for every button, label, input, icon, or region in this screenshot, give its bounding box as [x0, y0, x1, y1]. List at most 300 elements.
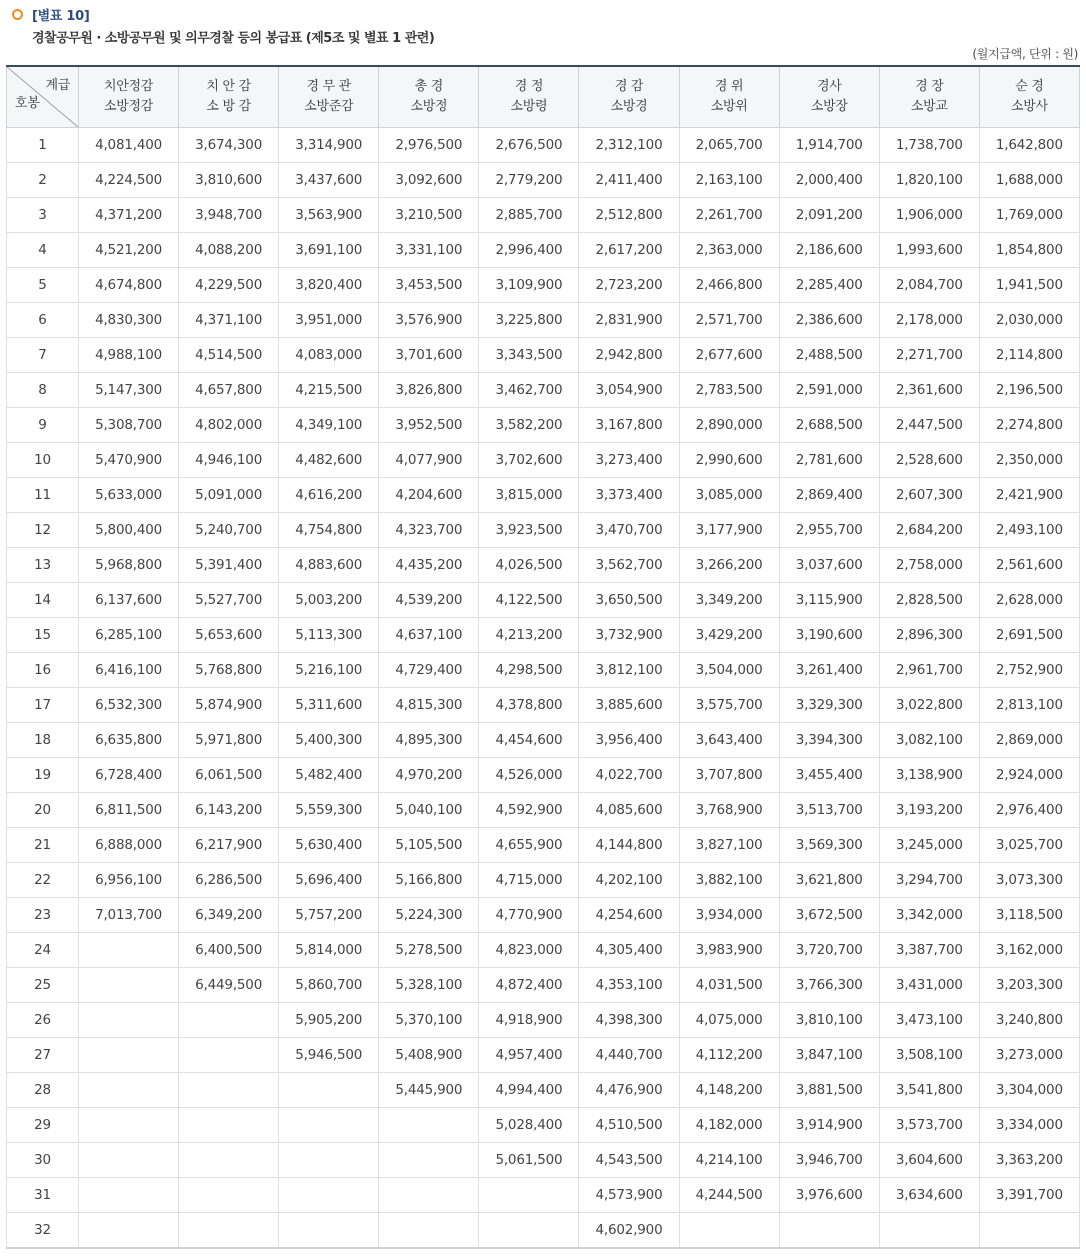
step-cell: 5 — [7, 268, 79, 303]
salary-cell: 3,343,500 — [479, 338, 579, 373]
salary-cell: 1,688,000 — [979, 163, 1079, 198]
table-row — [7, 1038, 1080, 1073]
step-cell: 18 — [7, 723, 79, 758]
table-row — [7, 128, 1080, 163]
salary-cell: 5,091,000 — [179, 478, 279, 513]
salary-cell: 3,541,800 — [879, 1073, 979, 1108]
salary-cell: 5,003,200 — [279, 583, 379, 618]
salary-cell: 6,449,500 — [179, 968, 279, 1003]
salary-cell: 2,783,500 — [679, 373, 779, 408]
salary-cell: 2,163,100 — [679, 163, 779, 198]
column-header — [979, 66, 1079, 128]
salary-cell — [479, 1178, 579, 1213]
salary-cell: 3,455,400 — [779, 758, 879, 793]
salary-cell: 5,482,400 — [279, 758, 379, 793]
salary-cell: 3,691,100 — [279, 233, 379, 268]
salary-cell: 5,391,400 — [179, 548, 279, 583]
salary-cell: 3,115,900 — [779, 583, 879, 618]
column-header — [79, 66, 179, 128]
salary-cell: 3,073,300 — [979, 863, 1079, 898]
fire-rank-label: 소방준감 — [304, 99, 354, 114]
salary-cell: 4,371,100 — [179, 303, 279, 338]
salary-cell: 2,976,500 — [379, 128, 479, 163]
step-cell: 32 — [7, 1213, 79, 1249]
salary-cell: 3,976,600 — [779, 1178, 879, 1213]
salary-cell: 4,988,100 — [79, 338, 179, 373]
salary-cell: 4,112,200 — [679, 1038, 779, 1073]
salary-cell — [79, 933, 179, 968]
salary-cell: 4,657,800 — [179, 373, 279, 408]
salary-cell: 4,946,100 — [179, 443, 279, 478]
fire-rank-label: 소방사 — [1011, 99, 1048, 114]
salary-cell: 2,000,400 — [779, 163, 879, 198]
salary-cell: 2,196,500 — [979, 373, 1079, 408]
salary-cell — [379, 1143, 479, 1178]
fire-rank-label: 소방령 — [510, 99, 548, 114]
salary-cell — [379, 1178, 479, 1213]
salary-cell: 2,688,500 — [779, 408, 879, 443]
salary-cell: 2,723,200 — [579, 268, 679, 303]
salary-cell — [79, 1143, 179, 1178]
column-header — [779, 66, 879, 128]
salary-cell: 2,976,400 — [979, 793, 1079, 828]
salary-cell: 3,162,000 — [979, 933, 1079, 968]
salary-cell: 3,513,700 — [779, 793, 879, 828]
salary-cell: 3,225,800 — [479, 303, 579, 338]
salary-cell — [79, 1108, 179, 1143]
salary-cell: 3,810,600 — [179, 163, 279, 198]
salary-cell: 7,013,700 — [79, 898, 179, 933]
salary-cell — [179, 1073, 279, 1108]
salary-cell — [279, 1073, 379, 1108]
salary-cell: 5,800,400 — [79, 513, 179, 548]
salary-cell: 2,828,500 — [879, 583, 979, 618]
salary-cell: 2,447,500 — [879, 408, 979, 443]
salary-cell: 4,616,200 — [279, 478, 379, 513]
salary-cell: 2,493,100 — [979, 513, 1079, 548]
salary-cell: 4,637,100 — [379, 618, 479, 653]
salary-cell: 5,308,700 — [79, 408, 179, 443]
salary-cell: 3,331,100 — [379, 233, 479, 268]
salary-cell: 3,363,200 — [979, 1143, 1079, 1178]
salary-cell: 6,349,200 — [179, 898, 279, 933]
salary-cell: 4,371,200 — [79, 198, 179, 233]
salary-cell: 5,400,300 — [279, 723, 379, 758]
step-cell: 12 — [7, 513, 79, 548]
salary-cell: 4,770,900 — [479, 898, 579, 933]
column-header — [579, 66, 679, 128]
salary-cell: 4,592,900 — [479, 793, 579, 828]
table-body — [7, 128, 1080, 1249]
salary-cell: 4,204,600 — [379, 478, 479, 513]
police-rank-label: 경 위 — [714, 79, 744, 94]
salary-cell: 5,224,300 — [379, 898, 479, 933]
salary-cell: 4,144,800 — [579, 828, 679, 863]
salary-cell: 2,890,000 — [679, 408, 779, 443]
step-cell: 19 — [7, 758, 79, 793]
salary-cell: 4,244,500 — [679, 1178, 779, 1213]
salary-cell: 4,435,200 — [379, 548, 479, 583]
salary-cell: 6,532,300 — [79, 688, 179, 723]
step-cell: 28 — [7, 1073, 79, 1108]
salary-cell: 3,948,700 — [179, 198, 279, 233]
step-cell: 25 — [7, 968, 79, 1003]
salary-cell: 3,273,400 — [579, 443, 679, 478]
table-row — [7, 338, 1080, 373]
salary-cell: 4,514,500 — [179, 338, 279, 373]
salary-cell: 6,217,900 — [179, 828, 279, 863]
salary-cell — [179, 1108, 279, 1143]
salary-cell: 1,642,800 — [979, 128, 1079, 163]
step-cell: 7 — [7, 338, 79, 373]
circle-bullet-icon — [12, 9, 23, 20]
step-cell: 9 — [7, 408, 79, 443]
step-cell: 29 — [7, 1108, 79, 1143]
corner-label-rank: 계급 — [45, 78, 70, 93]
salary-cell — [379, 1108, 479, 1143]
pay-table — [6, 65, 1080, 1249]
salary-cell: 3,203,300 — [979, 968, 1079, 1003]
salary-cell: 3,576,900 — [379, 303, 479, 338]
table-row — [7, 863, 1080, 898]
salary-cell: 5,968,800 — [79, 548, 179, 583]
step-cell: 24 — [7, 933, 79, 968]
appendix-tag: [별표 10] — [32, 9, 90, 24]
police-rank-label: 경 장 — [915, 79, 944, 94]
step-cell: 16 — [7, 653, 79, 688]
salary-cell: 4,081,400 — [79, 128, 179, 163]
salary-cell: 5,633,000 — [79, 478, 179, 513]
salary-cell: 6,400,500 — [179, 933, 279, 968]
salary-cell: 2,361,600 — [879, 373, 979, 408]
salary-cell: 2,684,200 — [879, 513, 979, 548]
salary-cell: 2,312,100 — [579, 128, 679, 163]
salary-cell: 4,031,500 — [679, 968, 779, 1003]
salary-cell: 2,271,700 — [879, 338, 979, 373]
table-row — [7, 968, 1080, 1003]
step-cell: 2 — [7, 163, 79, 198]
salary-cell: 3,273,000 — [979, 1038, 1079, 1073]
salary-cell: 2,831,900 — [579, 303, 679, 338]
salary-cell: 2,961,700 — [879, 653, 979, 688]
step-cell: 30 — [7, 1143, 79, 1178]
salary-cell: 4,970,200 — [379, 758, 479, 793]
salary-cell: 4,254,600 — [579, 898, 679, 933]
salary-cell: 4,148,200 — [679, 1073, 779, 1108]
table-row — [7, 1213, 1080, 1249]
salary-cell: 2,813,100 — [979, 688, 1079, 723]
salary-cell: 3,266,200 — [679, 548, 779, 583]
salary-cell: 3,810,100 — [779, 1003, 879, 1038]
salary-cell — [979, 1213, 1079, 1249]
salary-cell: 2,571,700 — [679, 303, 779, 338]
salary-cell: 3,827,100 — [679, 828, 779, 863]
salary-cell: 2,781,600 — [779, 443, 879, 478]
salary-cell: 4,754,800 — [279, 513, 379, 548]
salary-cell: 3,562,700 — [579, 548, 679, 583]
salary-cell: 2,677,600 — [679, 338, 779, 373]
salary-cell: 5,527,700 — [179, 583, 279, 618]
salary-cell: 1,769,000 — [979, 198, 1079, 233]
table-row — [7, 548, 1080, 583]
salary-cell: 5,216,100 — [279, 653, 379, 688]
salary-cell: 4,872,400 — [479, 968, 579, 1003]
salary-cell: 6,728,400 — [79, 758, 179, 793]
unit-note: (월지급액, 단위 : 원) — [972, 47, 1078, 61]
salary-cell: 5,814,000 — [279, 933, 379, 968]
salary-cell: 3,092,600 — [379, 163, 479, 198]
salary-cell: 3,563,900 — [279, 198, 379, 233]
salary-cell: 4,454,600 — [479, 723, 579, 758]
corner-label-step: 호봉 — [15, 96, 40, 111]
salary-cell: 2,885,700 — [479, 198, 579, 233]
column-header — [179, 66, 279, 128]
salary-cell: 6,137,600 — [79, 583, 179, 618]
salary-cell — [179, 1003, 279, 1038]
step-cell: 23 — [7, 898, 79, 933]
salary-cell: 3,569,300 — [779, 828, 879, 863]
salary-cell: 2,869,000 — [979, 723, 1079, 758]
police-rank-label: 순 경 — [1015, 79, 1044, 94]
table-row — [7, 618, 1080, 653]
salary-cell — [279, 1143, 379, 1178]
salary-cell: 3,604,600 — [879, 1143, 979, 1178]
salary-cell: 4,476,900 — [579, 1073, 679, 1108]
step-cell: 11 — [7, 478, 79, 513]
salary-cell: 3,573,700 — [879, 1108, 979, 1143]
salary-cell: 2,466,800 — [679, 268, 779, 303]
salary-cell: 6,956,100 — [79, 863, 179, 898]
salary-cell: 1,914,700 — [779, 128, 879, 163]
salary-cell: 4,214,100 — [679, 1143, 779, 1178]
salary-cell: 3,177,900 — [679, 513, 779, 548]
salary-cell: 3,054,900 — [579, 373, 679, 408]
salary-cell: 2,091,200 — [779, 198, 879, 233]
table-row — [7, 478, 1080, 513]
salary-cell: 2,691,500 — [979, 618, 1079, 653]
salary-cell: 3,462,700 — [479, 373, 579, 408]
salary-cell: 3,923,500 — [479, 513, 579, 548]
salary-cell: 4,957,400 — [479, 1038, 579, 1073]
salary-cell: 4,353,100 — [579, 968, 679, 1003]
salary-cell: 4,521,200 — [79, 233, 179, 268]
salary-cell: 5,470,900 — [79, 443, 179, 478]
salary-cell: 3,983,900 — [679, 933, 779, 968]
salary-cell: 5,040,100 — [379, 793, 479, 828]
step-cell: 22 — [7, 863, 79, 898]
corner-header-cell — [7, 66, 79, 128]
salary-cell: 3,391,700 — [979, 1178, 1079, 1213]
table-row — [7, 373, 1080, 408]
salary-cell: 5,328,100 — [379, 968, 479, 1003]
salary-cell: 5,028,400 — [479, 1108, 579, 1143]
salary-cell: 4,182,000 — [679, 1108, 779, 1143]
salary-cell: 2,285,400 — [779, 268, 879, 303]
column-header — [879, 66, 979, 128]
salary-cell: 3,294,700 — [879, 863, 979, 898]
salary-cell: 2,084,700 — [879, 268, 979, 303]
salary-cell: 5,061,500 — [479, 1143, 579, 1178]
table-row — [7, 828, 1080, 863]
fire-rank-label: 소방장 — [810, 99, 848, 114]
table-row — [7, 933, 1080, 968]
step-cell: 20 — [7, 793, 79, 828]
salary-cell: 2,955,700 — [779, 513, 879, 548]
salary-cell — [879, 1213, 979, 1249]
table-row — [7, 1073, 1080, 1108]
salary-cell: 4,298,500 — [479, 653, 579, 688]
salary-cell: 6,416,100 — [79, 653, 179, 688]
step-cell: 31 — [7, 1178, 79, 1213]
salary-cell: 5,408,900 — [379, 1038, 479, 1073]
salary-cell: 3,702,600 — [479, 443, 579, 478]
salary-cell: 3,650,500 — [579, 583, 679, 618]
salary-cell: 1,738,700 — [879, 128, 979, 163]
table-row — [7, 443, 1080, 478]
table-row — [7, 793, 1080, 828]
step-cell: 15 — [7, 618, 79, 653]
fire-rank-label: 소방정 — [410, 99, 448, 114]
table-row — [7, 898, 1080, 933]
salary-cell: 2,386,600 — [779, 303, 879, 338]
salary-cell: 2,779,200 — [479, 163, 579, 198]
salary-cell: 3,508,100 — [879, 1038, 979, 1073]
step-cell: 17 — [7, 688, 79, 723]
fire-rank-label: 소방정감 — [104, 99, 154, 114]
salary-cell: 3,190,600 — [779, 618, 879, 653]
salary-cell — [179, 1213, 279, 1249]
salary-cell — [279, 1213, 379, 1249]
salary-cell: 3,037,600 — [779, 548, 879, 583]
salary-cell — [279, 1108, 379, 1143]
salary-cell: 3,167,800 — [579, 408, 679, 443]
step-cell: 14 — [7, 583, 79, 618]
table-row — [7, 163, 1080, 198]
salary-cell: 2,274,800 — [979, 408, 1079, 443]
salary-cell: 3,473,100 — [879, 1003, 979, 1038]
salary-cell: 4,655,900 — [479, 828, 579, 863]
salary-cell: 3,766,300 — [779, 968, 879, 1003]
table-row — [7, 303, 1080, 338]
step-cell: 3 — [7, 198, 79, 233]
table-row — [7, 1143, 1080, 1178]
salary-cell: 4,543,500 — [579, 1143, 679, 1178]
fire-rank-label: 소방교 — [910, 99, 948, 114]
salary-cell: 3,621,800 — [779, 863, 879, 898]
salary-cell: 3,882,100 — [679, 863, 779, 898]
police-rank-label: 경 무 관 — [306, 79, 351, 94]
salary-cell: 5,445,900 — [379, 1073, 479, 1108]
salary-cell: 5,311,600 — [279, 688, 379, 723]
salary-cell: 4,398,300 — [579, 1003, 679, 1038]
salary-cell: 4,510,500 — [579, 1108, 679, 1143]
salary-cell: 3,453,500 — [379, 268, 479, 303]
salary-cell: 3,240,800 — [979, 1003, 1079, 1038]
salary-cell — [779, 1213, 879, 1249]
salary-cell: 2,896,300 — [879, 618, 979, 653]
salary-cell: 3,674,300 — [179, 128, 279, 163]
police-rank-label: 경 감 — [614, 79, 644, 94]
salary-cell: 6,061,500 — [179, 758, 279, 793]
salary-cell: 4,729,400 — [379, 653, 479, 688]
salary-cell: 5,630,400 — [279, 828, 379, 863]
salary-cell: 1,993,600 — [879, 233, 979, 268]
salary-cell — [279, 1178, 379, 1213]
table-row — [7, 723, 1080, 758]
salary-cell: 5,105,500 — [379, 828, 479, 863]
salary-cell: 6,286,500 — [179, 863, 279, 898]
salary-cell: 6,143,200 — [179, 793, 279, 828]
salary-cell: 4,539,200 — [379, 583, 479, 618]
salary-cell: 3,881,500 — [779, 1073, 879, 1108]
salary-cell — [79, 1038, 179, 1073]
salary-cell: 3,720,700 — [779, 933, 879, 968]
salary-cell: 4,815,300 — [379, 688, 479, 723]
salary-cell: 2,488,500 — [779, 338, 879, 373]
salary-cell: 1,906,000 — [879, 198, 979, 233]
salary-cell: 3,946,700 — [779, 1143, 879, 1178]
salary-cell: 2,996,400 — [479, 233, 579, 268]
salary-cell: 3,732,900 — [579, 618, 679, 653]
salary-cell: 3,575,700 — [679, 688, 779, 723]
table-row — [7, 513, 1080, 548]
salary-cell — [179, 1178, 279, 1213]
salary-cell: 4,349,100 — [279, 408, 379, 443]
salary-cell: 5,370,100 — [379, 1003, 479, 1038]
fire-rank-label: 소방경 — [610, 99, 648, 114]
salary-cell: 3,193,200 — [879, 793, 979, 828]
salary-cell: 2,617,200 — [579, 233, 679, 268]
salary-cell: 3,304,000 — [979, 1073, 1079, 1108]
salary-cell: 3,643,400 — [679, 723, 779, 758]
salary-cell: 2,752,900 — [979, 653, 1079, 688]
salary-cell: 4,994,400 — [479, 1073, 579, 1108]
salary-cell: 3,701,600 — [379, 338, 479, 373]
salary-cell: 3,387,700 — [879, 933, 979, 968]
column-header — [679, 66, 779, 128]
salary-cell: 3,429,200 — [679, 618, 779, 653]
police-rank-label: 경 정 — [514, 79, 544, 94]
step-cell: 4 — [7, 233, 79, 268]
salary-cell: 3,672,500 — [779, 898, 879, 933]
table-row — [7, 1178, 1080, 1213]
salary-cell: 3,812,100 — [579, 653, 679, 688]
salary-cell: 5,147,300 — [79, 373, 179, 408]
step-cell: 26 — [7, 1003, 79, 1038]
salary-cell: 6,811,500 — [79, 793, 179, 828]
salary-cell: 6,285,100 — [79, 618, 179, 653]
fire-rank-label: 소 방 감 — [206, 99, 251, 114]
salary-cell: 3,085,000 — [679, 478, 779, 513]
salary-cell: 3,109,900 — [479, 268, 579, 303]
salary-cell — [479, 1213, 579, 1249]
fire-rank-label: 소방위 — [710, 99, 748, 114]
salary-cell: 5,757,200 — [279, 898, 379, 933]
salary-cell: 3,582,200 — [479, 408, 579, 443]
salary-cell: 3,768,900 — [679, 793, 779, 828]
salary-cell: 2,561,600 — [979, 548, 1079, 583]
salary-cell: 2,676,500 — [479, 128, 579, 163]
salary-cell: 2,363,000 — [679, 233, 779, 268]
salary-cell: 2,065,700 — [679, 128, 779, 163]
salary-cell: 3,118,500 — [979, 898, 1079, 933]
salary-cell: 1,854,800 — [979, 233, 1079, 268]
salary-cell: 4,085,600 — [579, 793, 679, 828]
table-row — [7, 268, 1080, 303]
police-rank-label: 치 안 감 — [206, 79, 251, 94]
salary-cell: 5,971,800 — [179, 723, 279, 758]
salary-cell: 3,437,600 — [279, 163, 379, 198]
